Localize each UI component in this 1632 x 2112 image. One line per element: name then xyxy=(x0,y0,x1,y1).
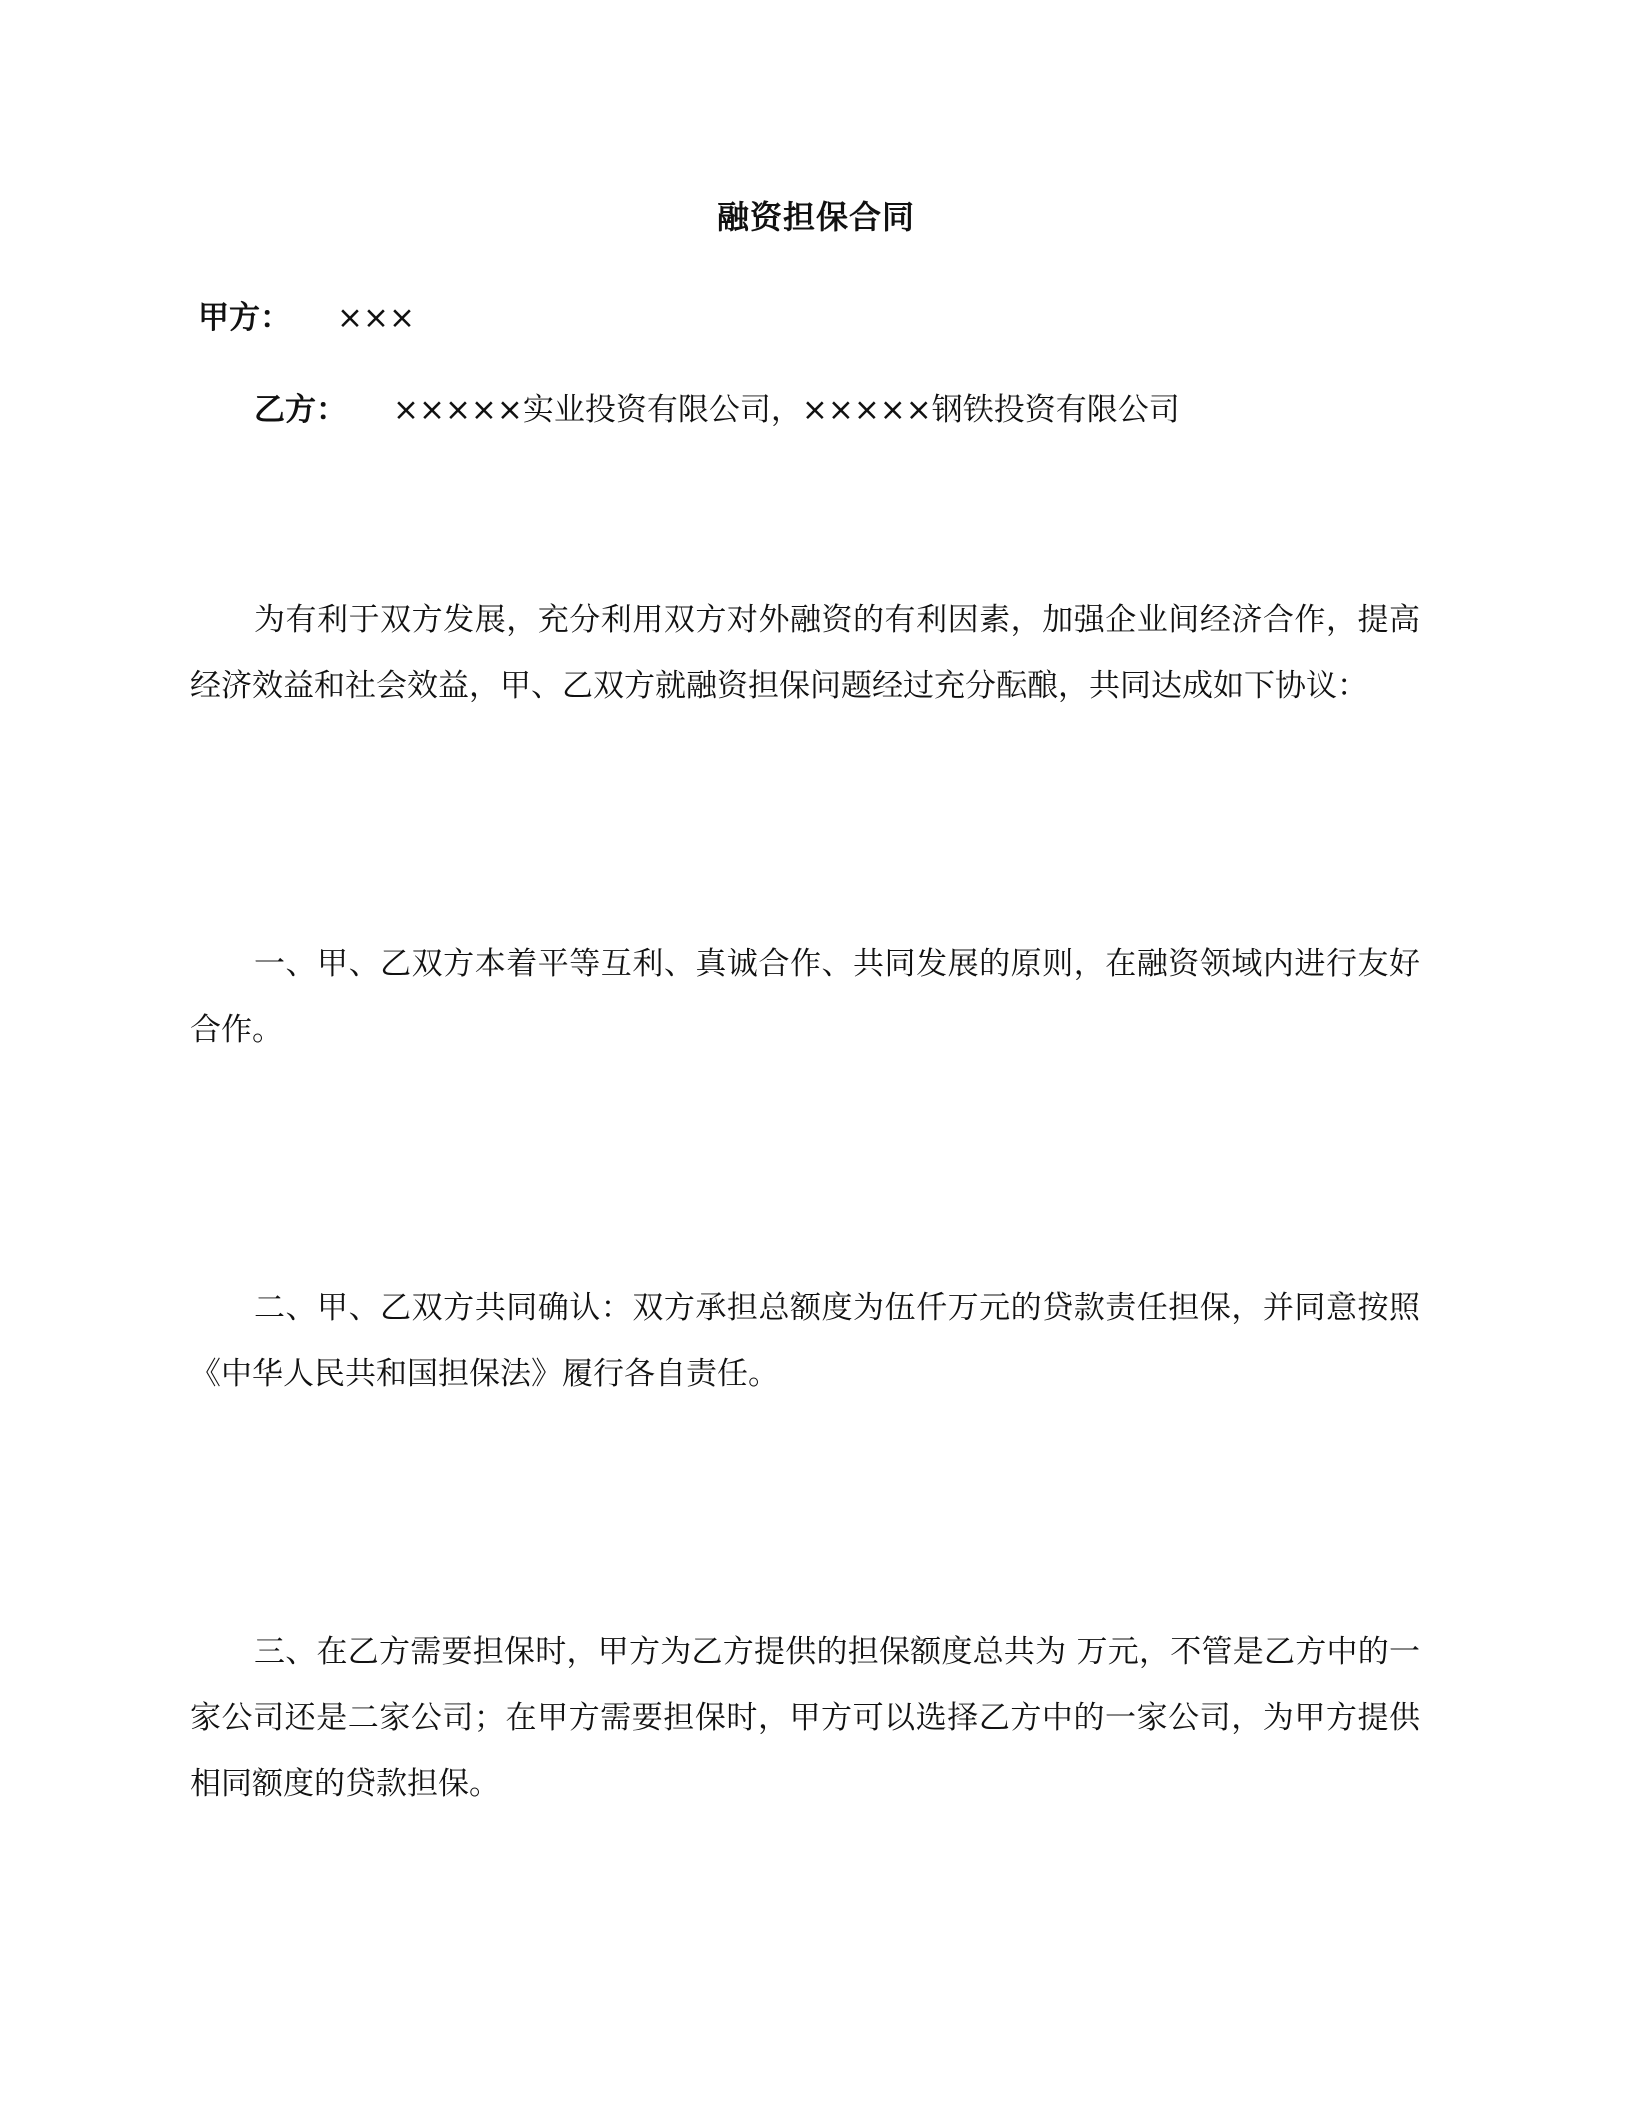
party-b-label: 乙方： xyxy=(254,392,347,428)
intro-paragraph: 为有利于双方发展，充分利用双方对外融资的有利因素，加强企业间经济合作，提高经济效益和社会效益，甲、乙双方就融资担保问题经过充分酝酿，共同达成如下协议： xyxy=(190,602,1420,704)
party-b-value: ×××××实业投资有限公司，×××××钢铁投资有限公司 xyxy=(393,392,1180,428)
clause-one-paragraph: 一、甲、乙双方本着平等互利、真诚合作、共同发展的原则，在融资领域内进行友好合作。 xyxy=(190,946,1420,1048)
party-b-line xyxy=(254,384,1180,429)
party-a-value: ××× xyxy=(337,300,415,336)
party-a-line xyxy=(198,292,415,337)
clause-two-paragraph: 二、甲、乙双方共同确认：双方承担总额度为伍仟万元的贷款责任担保，并同意按照《中华人民共和国担保法》履行各自责任。 xyxy=(190,1290,1420,1392)
clause-three-paragraph: 三、在乙方需要担保时，甲方为乙方提供的担保额度总共为 万元，不管是乙方中的一家公司还是二家公司；在甲方需要担保时，甲方可以选择乙方中的一家公司，为甲方提供相同额度的贷款担保。 xyxy=(190,1634,1420,1802)
document-title: 融资担保合同 xyxy=(716,198,915,236)
party-a-label: 甲方： xyxy=(198,300,291,336)
